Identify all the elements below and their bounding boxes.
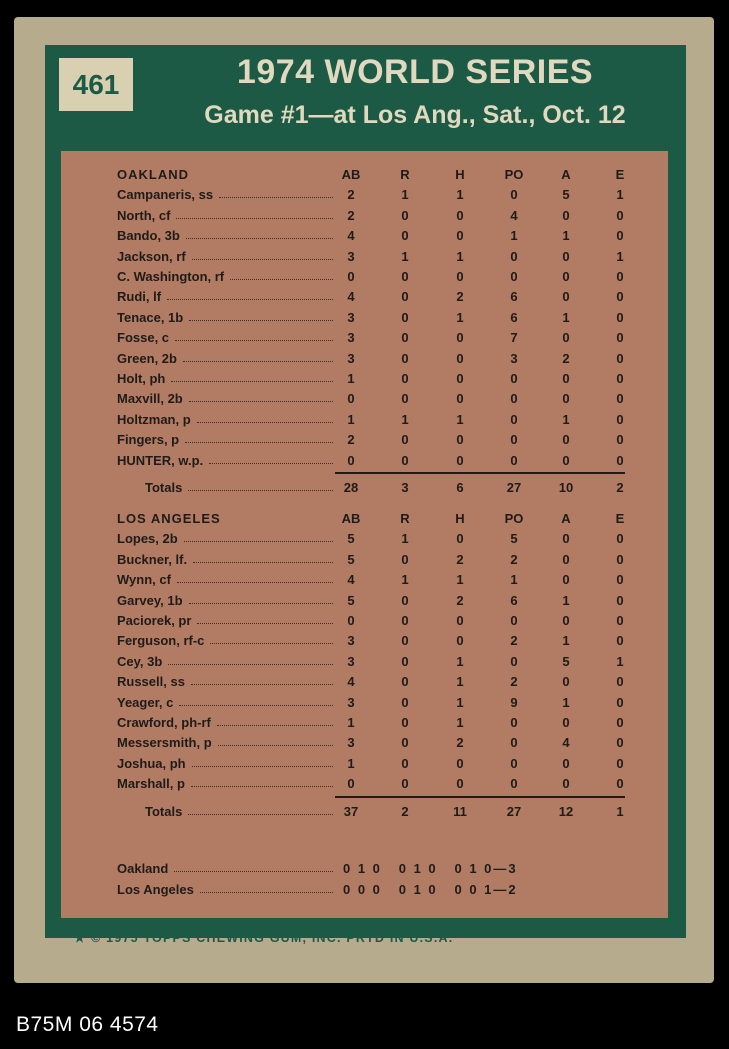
stat-cell: 0 bbox=[401, 715, 409, 730]
stat-cell: 1 bbox=[456, 411, 464, 427]
stat-cell: 1 bbox=[401, 411, 409, 427]
stat-cell: 0 bbox=[401, 371, 409, 386]
stat-cell: 0 bbox=[510, 187, 518, 203]
stat-cell: 2 bbox=[347, 432, 355, 448]
dot-leader bbox=[209, 463, 333, 464]
stat-cell: 0 bbox=[616, 735, 624, 751]
stat-cell: 1 bbox=[456, 674, 464, 690]
dot-leader bbox=[179, 705, 333, 706]
stat-cell: 1 bbox=[347, 755, 355, 771]
stat-cell: 5 bbox=[347, 551, 355, 567]
player-name: Holtzman, p bbox=[117, 411, 191, 427]
stat-cell: 0 bbox=[616, 391, 624, 407]
dot-leader bbox=[191, 786, 333, 787]
stat-cell: 5 bbox=[510, 531, 518, 547]
stat-cell: 0 bbox=[562, 391, 570, 407]
stat-cell: 0 bbox=[616, 269, 624, 284]
team-name: LOS ANGELES bbox=[117, 511, 221, 526]
player-row bbox=[61, 371, 668, 391]
stat-cell: 0 bbox=[401, 391, 409, 407]
stat-cell: 0 bbox=[616, 551, 624, 567]
card-number: 461 bbox=[59, 58, 133, 111]
player-name: Messersmith, p bbox=[117, 735, 212, 751]
dot-leader bbox=[168, 664, 333, 665]
stat-cell: 0 bbox=[401, 269, 409, 284]
dot-leader bbox=[219, 197, 333, 198]
dot-leader bbox=[189, 603, 333, 604]
total-cell-0: 28 bbox=[343, 480, 359, 495]
stat-cell: 1 bbox=[401, 248, 409, 264]
player-row bbox=[61, 310, 668, 330]
stat-cell: 0 bbox=[562, 674, 570, 690]
stat-cell: 0 bbox=[401, 228, 409, 244]
stat-cell: 0 bbox=[347, 269, 355, 284]
team-header-row bbox=[61, 167, 668, 187]
player-name: Russell, ss bbox=[117, 674, 185, 690]
stat-cell: 3 bbox=[347, 694, 355, 710]
stat-cell: 5 bbox=[562, 653, 570, 669]
stat-cell: 3 bbox=[510, 350, 518, 366]
stat-cell: 0 bbox=[401, 776, 409, 792]
player-name: Fosse, c bbox=[117, 330, 170, 346]
stat-cell: 3 bbox=[347, 633, 355, 649]
total-cell-4: 12 bbox=[558, 803, 574, 819]
dot-leader bbox=[184, 541, 333, 542]
stat-cell: 0 bbox=[456, 330, 464, 346]
dot-leader bbox=[217, 725, 333, 726]
stat-cell: 0 bbox=[616, 371, 624, 386]
dot-leader bbox=[167, 299, 333, 300]
stat-cell: 2 bbox=[510, 633, 518, 649]
player-name: Cey, 3b bbox=[117, 653, 163, 669]
stat-cell: 1 bbox=[456, 248, 464, 264]
stat-cell: 6 bbox=[510, 592, 518, 608]
player-row bbox=[61, 531, 668, 551]
linescore-row bbox=[61, 861, 668, 881]
stat-cell: 0 bbox=[401, 735, 409, 751]
player-name: Holt, ph bbox=[117, 371, 166, 386]
stat-cell: 4 bbox=[347, 572, 355, 588]
stat-cell: 0 bbox=[401, 330, 409, 346]
dot-leader bbox=[188, 490, 333, 491]
totals-label: Totals bbox=[145, 803, 183, 819]
stat-cell: 0 bbox=[510, 776, 518, 792]
stat-cell: 0 bbox=[456, 633, 464, 649]
team-name: OAKLAND bbox=[117, 167, 189, 182]
stat-cell: 0 bbox=[401, 452, 409, 468]
dot-leader bbox=[210, 643, 333, 644]
player-row bbox=[61, 249, 668, 269]
player-row bbox=[61, 289, 668, 309]
player-row bbox=[61, 674, 668, 694]
stat-cell: 0 bbox=[616, 776, 624, 792]
linescore-innings: 0 1 0 0 1 0 0 1 0—3 bbox=[343, 861, 518, 876]
player-name: Yeager, c bbox=[117, 694, 174, 710]
stat-cell: 0 bbox=[616, 452, 624, 468]
stat-cell: 2 bbox=[347, 207, 355, 223]
column-header-5: E bbox=[615, 167, 625, 182]
total-cell-3: 27 bbox=[506, 803, 522, 819]
stat-cell: 0 bbox=[401, 633, 409, 649]
dot-leader bbox=[176, 218, 333, 219]
total-cell-4: 10 bbox=[558, 480, 574, 495]
dot-leader bbox=[200, 892, 333, 893]
stat-cell: 0 bbox=[616, 613, 624, 628]
player-name: Maxvill, 2b bbox=[117, 391, 183, 407]
stat-cell: 0 bbox=[616, 715, 624, 730]
totals-row bbox=[61, 804, 668, 824]
player-name: C. Washington, rf bbox=[117, 269, 225, 284]
dot-leader bbox=[191, 684, 333, 685]
stat-cell: 0 bbox=[456, 755, 464, 771]
stat-cell: 0 bbox=[510, 653, 518, 669]
total-cell-5: 1 bbox=[616, 803, 624, 819]
stat-cell: 0 bbox=[616, 633, 624, 649]
player-row bbox=[61, 330, 668, 350]
baseball-card bbox=[14, 17, 714, 983]
card-subtitle: Game #1—at Los Ang., Sat., Oct. 12 bbox=[204, 101, 626, 129]
stat-cell: 2 bbox=[347, 187, 355, 203]
player-name: Paciorek, pr bbox=[117, 613, 192, 628]
stat-cell: 0 bbox=[510, 715, 518, 730]
player-row bbox=[61, 572, 668, 592]
stat-cell: 0 bbox=[401, 432, 409, 448]
player-name: Jackson, rf bbox=[117, 248, 186, 264]
stat-cell: 1 bbox=[347, 411, 355, 427]
stat-cell: 1 bbox=[562, 694, 570, 710]
stat-cell: 0 bbox=[456, 452, 464, 468]
stat-cell: 1 bbox=[562, 592, 570, 608]
player-row bbox=[61, 735, 668, 755]
player-name: Wynn, cf bbox=[117, 572, 171, 588]
stat-cell: 0 bbox=[456, 531, 464, 547]
player-row bbox=[61, 593, 668, 613]
stat-cell: 0 bbox=[616, 531, 624, 547]
stat-cell: 1 bbox=[562, 633, 570, 649]
total-cell-3: 27 bbox=[506, 480, 522, 495]
stat-cell: 0 bbox=[616, 289, 624, 305]
stat-cell: 0 bbox=[562, 371, 570, 386]
box-score-panel bbox=[61, 151, 668, 918]
stat-cell: 0 bbox=[562, 776, 570, 792]
total-cell-2: 11 bbox=[453, 803, 467, 819]
column-header-1: R bbox=[400, 511, 410, 526]
stat-cell: 0 bbox=[616, 432, 624, 448]
catalog-id: B75M 06 4574 bbox=[16, 1013, 159, 1036]
stat-cell: 0 bbox=[510, 391, 518, 407]
column-header-3: PO bbox=[504, 167, 524, 182]
stat-cell: 0 bbox=[562, 613, 570, 628]
player-row bbox=[61, 432, 668, 452]
stat-cell: 0 bbox=[401, 350, 409, 366]
dot-leader bbox=[189, 320, 333, 321]
column-header-4: A bbox=[561, 167, 571, 182]
stat-cell: 0 bbox=[616, 572, 624, 588]
stat-cell: 0 bbox=[401, 653, 409, 669]
player-name: Green, 2b bbox=[117, 350, 177, 366]
stat-cell: 2 bbox=[562, 350, 570, 366]
stat-cell: 0 bbox=[562, 531, 570, 547]
stat-cell: 7 bbox=[510, 330, 518, 346]
stat-cell: 1 bbox=[347, 371, 355, 386]
team-header-row bbox=[61, 511, 668, 531]
stat-cell: 5 bbox=[347, 592, 355, 608]
stat-cell: 4 bbox=[347, 228, 355, 244]
stat-cell: 0 bbox=[401, 592, 409, 608]
stat-cell: 0 bbox=[562, 248, 570, 264]
stat-cell: 0 bbox=[616, 350, 624, 366]
total-cell-1: 3 bbox=[401, 480, 409, 495]
stat-cell: 6 bbox=[510, 309, 518, 325]
player-row bbox=[61, 552, 668, 572]
stat-cell: 0 bbox=[562, 330, 570, 346]
stat-cell: 9 bbox=[510, 694, 518, 710]
dot-leader bbox=[186, 238, 333, 239]
stat-cell: 1 bbox=[616, 248, 624, 264]
dot-leader bbox=[192, 259, 333, 260]
stat-cell: 0 bbox=[616, 411, 624, 427]
stat-cell: 2 bbox=[510, 551, 518, 567]
stat-cell: 0 bbox=[510, 452, 518, 468]
stat-cell: 0 bbox=[562, 207, 570, 223]
column-header-0: AB bbox=[341, 511, 361, 526]
stat-cell: 0 bbox=[510, 411, 518, 427]
stat-cell: 4 bbox=[510, 207, 518, 223]
dot-leader bbox=[230, 279, 333, 280]
total-cell-5: 2 bbox=[616, 480, 624, 495]
dot-leader bbox=[188, 814, 333, 815]
player-row bbox=[61, 269, 668, 289]
player-row bbox=[61, 633, 668, 653]
stat-cell: 1 bbox=[616, 187, 624, 203]
stat-cell: 0 bbox=[510, 432, 518, 448]
stat-cell: 0 bbox=[456, 371, 464, 386]
player-name: North, cf bbox=[117, 207, 171, 223]
stat-cell: 3 bbox=[347, 248, 355, 264]
column-header-4: A bbox=[561, 511, 571, 526]
stat-cell: 0 bbox=[616, 228, 624, 244]
stat-cell: 0 bbox=[456, 776, 464, 792]
player-row bbox=[61, 412, 668, 432]
stat-cell: 5 bbox=[347, 531, 355, 547]
stat-cell: 3 bbox=[347, 653, 355, 669]
stat-cell: 0 bbox=[456, 613, 464, 628]
stat-cell: 0 bbox=[347, 613, 355, 628]
stat-cell: 1 bbox=[562, 309, 570, 325]
stat-cell: 0 bbox=[616, 309, 624, 325]
stat-cell: 2 bbox=[456, 592, 464, 608]
stat-cell: 0 bbox=[456, 228, 464, 244]
stat-cell: 1 bbox=[616, 653, 624, 669]
stat-cell: 0 bbox=[401, 694, 409, 710]
stat-cell: 0 bbox=[401, 207, 409, 223]
player-name: Ferguson, rf-c bbox=[117, 633, 205, 649]
stat-cell: 0 bbox=[562, 755, 570, 771]
column-header-2: H bbox=[455, 511, 465, 526]
player-row bbox=[61, 715, 668, 735]
linescore-row bbox=[61, 882, 668, 902]
stat-cell: 1 bbox=[562, 411, 570, 427]
player-row bbox=[61, 756, 668, 776]
stat-cell: 2 bbox=[456, 735, 464, 751]
stat-cell: 1 bbox=[401, 531, 409, 547]
stat-cell: 1 bbox=[347, 715, 355, 730]
player-row bbox=[61, 351, 668, 371]
player-name: HUNTER, w.p. bbox=[117, 452, 204, 468]
player-row bbox=[61, 695, 668, 715]
player-name: Rudi, lf bbox=[117, 289, 162, 305]
stat-cell: 0 bbox=[510, 735, 518, 751]
totals-rule bbox=[335, 796, 625, 798]
stat-cell: 0 bbox=[456, 207, 464, 223]
dot-leader bbox=[185, 442, 333, 443]
stat-cell: 1 bbox=[456, 715, 464, 730]
player-row bbox=[61, 228, 668, 248]
stat-cell: 5 bbox=[562, 187, 570, 203]
stat-cell: 4 bbox=[347, 674, 355, 690]
stat-cell: 2 bbox=[456, 289, 464, 305]
dot-leader bbox=[197, 422, 333, 423]
totals-row bbox=[61, 480, 668, 500]
stat-cell: 0 bbox=[510, 755, 518, 771]
stat-cell: 0 bbox=[347, 452, 355, 468]
stat-cell: 2 bbox=[510, 674, 518, 690]
stat-cell: 1 bbox=[401, 187, 409, 203]
stat-cell: 3 bbox=[347, 330, 355, 346]
card-title: 1974 WORLD SERIES bbox=[236, 53, 594, 91]
dot-leader bbox=[218, 745, 333, 746]
stat-cell: 3 bbox=[347, 735, 355, 751]
stat-cell: 3 bbox=[347, 350, 355, 366]
dot-leader bbox=[183, 361, 333, 362]
stat-cell: 0 bbox=[562, 452, 570, 468]
stat-cell: 0 bbox=[401, 613, 409, 628]
stat-cell: 1 bbox=[456, 572, 464, 588]
player-name: Garvey, 1b bbox=[117, 592, 183, 608]
stat-cell: 0 bbox=[616, 674, 624, 690]
player-name: Buckner, lf. bbox=[117, 551, 188, 567]
column-header-2: H bbox=[455, 167, 465, 182]
stat-cell: 1 bbox=[510, 572, 518, 588]
stat-cell: 0 bbox=[456, 432, 464, 448]
stat-cell: 3 bbox=[347, 309, 355, 325]
player-name: Lopes, 2b bbox=[117, 531, 178, 547]
linescore-team: Oakland bbox=[117, 861, 169, 876]
dot-leader bbox=[192, 766, 333, 767]
stat-cell: 0 bbox=[616, 694, 624, 710]
dot-leader bbox=[171, 381, 333, 382]
stat-cell: 0 bbox=[616, 207, 624, 223]
total-cell-1: 2 bbox=[401, 803, 409, 819]
linescore-team: Los Angeles bbox=[117, 882, 194, 897]
dot-leader bbox=[174, 871, 333, 872]
column-header-1: R bbox=[400, 167, 410, 182]
column-header-5: E bbox=[615, 511, 625, 526]
player-name: Bando, 3b bbox=[117, 228, 180, 244]
stat-cell: 0 bbox=[401, 309, 409, 325]
total-cell-2: 6 bbox=[456, 480, 464, 495]
stat-cell: 0 bbox=[510, 269, 518, 284]
player-row bbox=[61, 391, 668, 411]
stat-cell: 0 bbox=[456, 269, 464, 284]
totals-label: Totals bbox=[145, 480, 183, 495]
column-header-3: PO bbox=[504, 511, 524, 526]
stat-cell: 4 bbox=[347, 289, 355, 305]
stat-cell: 4 bbox=[562, 735, 570, 751]
stat-cell: 1 bbox=[456, 187, 464, 203]
column-header-0: AB bbox=[341, 167, 361, 182]
stat-cell: 0 bbox=[401, 289, 409, 305]
copyright-line: ★ © 1975 TOPPS CHEWING GUM, INC. PRTD IN U.S.A. bbox=[74, 931, 454, 945]
totals-rule bbox=[335, 472, 625, 474]
dot-leader bbox=[189, 401, 333, 402]
stat-cell: 6 bbox=[510, 289, 518, 305]
dot-leader bbox=[175, 340, 333, 341]
stat-cell: 0 bbox=[562, 572, 570, 588]
stat-cell: 0 bbox=[616, 755, 624, 771]
player-row bbox=[61, 654, 668, 674]
player-row bbox=[61, 613, 668, 633]
stat-cell: 1 bbox=[456, 309, 464, 325]
player-name: Marshall, p bbox=[117, 776, 185, 792]
total-cell-0: 37 bbox=[343, 803, 359, 819]
stat-cell: 1 bbox=[401, 572, 409, 588]
stat-cell: 1 bbox=[456, 653, 464, 669]
stat-cell: 0 bbox=[510, 613, 518, 628]
player-name: Fingers, p bbox=[117, 432, 180, 448]
stat-cell: 0 bbox=[510, 371, 518, 386]
player-row bbox=[61, 453, 668, 473]
stat-cell: 0 bbox=[562, 551, 570, 567]
stat-cell: 0 bbox=[616, 592, 624, 608]
player-name: Tenace, 1b bbox=[117, 309, 184, 325]
stat-cell: 1 bbox=[510, 228, 518, 244]
stat-cell: 2 bbox=[456, 551, 464, 567]
player-name: Crawford, ph-rf bbox=[117, 715, 211, 730]
player-row bbox=[61, 208, 668, 228]
dot-leader bbox=[197, 623, 333, 624]
stat-cell: 0 bbox=[616, 330, 624, 346]
stat-cell: 0 bbox=[562, 715, 570, 730]
player-name: Campaneris, ss bbox=[117, 187, 214, 203]
dot-leader bbox=[193, 562, 333, 563]
stat-cell: 0 bbox=[456, 391, 464, 407]
stat-cell: 0 bbox=[562, 269, 570, 284]
player-row bbox=[61, 187, 668, 207]
stat-cell: 0 bbox=[401, 755, 409, 771]
linescore-innings: 0 0 0 0 1 0 0 0 1—2 bbox=[343, 882, 518, 897]
stat-cell: 1 bbox=[456, 694, 464, 710]
stat-cell: 0 bbox=[562, 432, 570, 448]
dot-leader bbox=[177, 582, 333, 583]
stat-cell: 0 bbox=[401, 674, 409, 690]
player-name: Joshua, ph bbox=[117, 755, 186, 771]
stat-cell: 0 bbox=[562, 289, 570, 305]
stat-cell: 0 bbox=[510, 248, 518, 264]
stat-cell: 0 bbox=[401, 551, 409, 567]
player-row bbox=[61, 776, 668, 796]
stat-cell: 0 bbox=[347, 776, 355, 792]
stat-cell: 0 bbox=[347, 391, 355, 407]
stat-cell: 1 bbox=[562, 228, 570, 244]
card-frame bbox=[45, 45, 686, 938]
stat-cell: 0 bbox=[456, 350, 464, 366]
